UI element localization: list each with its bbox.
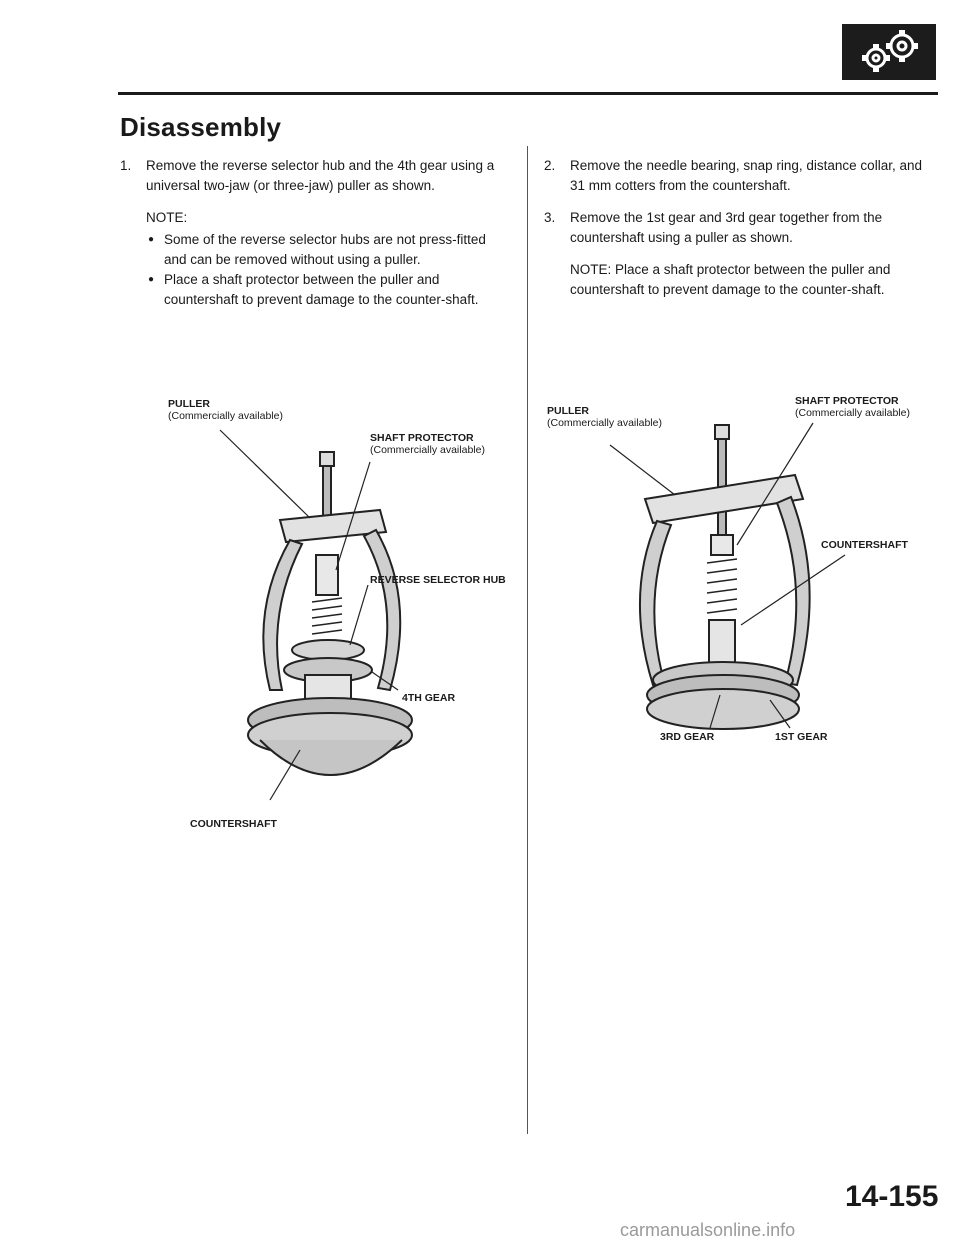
- note-block: [570, 260, 932, 300]
- label-1st-gear: 1ST GEAR: [775, 731, 828, 743]
- step-number: 2.: [544, 158, 556, 173]
- label-puller: PULLER (Commercially available): [168, 398, 283, 422]
- note-text: NOTE: Place a shaft protector between the puller and countershaft to prevent damage to the counter-shaft.: [570, 262, 891, 297]
- puller-illustration-left: [140, 390, 530, 840]
- step-1: [120, 156, 512, 196]
- note-block: [146, 208, 512, 310]
- step-text: Remove the needle bearing, snap ring, distance collar, and 31 mm cotters from the countershaft.: [570, 158, 922, 193]
- step-number: 1.: [120, 158, 132, 173]
- note-item: ● Place a shaft protector between the puller and countershaft to prevent damage to the counter-shaft.: [146, 270, 512, 310]
- step-2: [544, 156, 932, 196]
- step-text: Remove the 1st gear and 3rd gear together from the countershaft using a puller as shown.: [570, 210, 883, 245]
- figure-right: [545, 395, 935, 755]
- label-4th-gear: 4TH GEAR: [402, 692, 456, 704]
- puller-illustration-right: [545, 395, 935, 755]
- footer-watermark: carmanualsonline.info: [620, 1220, 796, 1240]
- header-rule: [118, 92, 938, 95]
- step-text: Remove the reverse selector hub and the 4th gear using a universal two-jaw (or three-jaw) puller as shown.: [146, 158, 495, 193]
- step-number: 3.: [544, 210, 556, 225]
- label-puller: PULLER (Commercially available): [547, 405, 662, 429]
- figure-left: [140, 390, 530, 840]
- right-column: [544, 156, 932, 300]
- label-shaft-protector: SHAFT PROTECTOR (Commercially available): [370, 432, 485, 456]
- label-countershaft: COUNTERSHAFT: [821, 539, 908, 551]
- label-3rd-gear: 3RD GEAR: [660, 731, 715, 743]
- label-shaft-protector: SHAFT PROTECTOR (Commercially available): [795, 395, 910, 419]
- label-reverse-selector-hub: REVERSE SELECTOR HUB: [370, 574, 506, 586]
- page-number: 14-155: [845, 1180, 939, 1213]
- note-label: NOTE:: [146, 210, 188, 225]
- page-title: Disassembly: [120, 112, 282, 142]
- left-column: [120, 156, 512, 310]
- note-item: ● Some of the reverse selector hubs are not press-fitted and can be removed without using a puller.: [146, 230, 512, 270]
- step-3: [544, 208, 932, 248]
- note-list: [146, 230, 512, 310]
- gear-icon: [842, 24, 936, 80]
- label-countershaft: COUNTERSHAFT: [190, 818, 277, 830]
